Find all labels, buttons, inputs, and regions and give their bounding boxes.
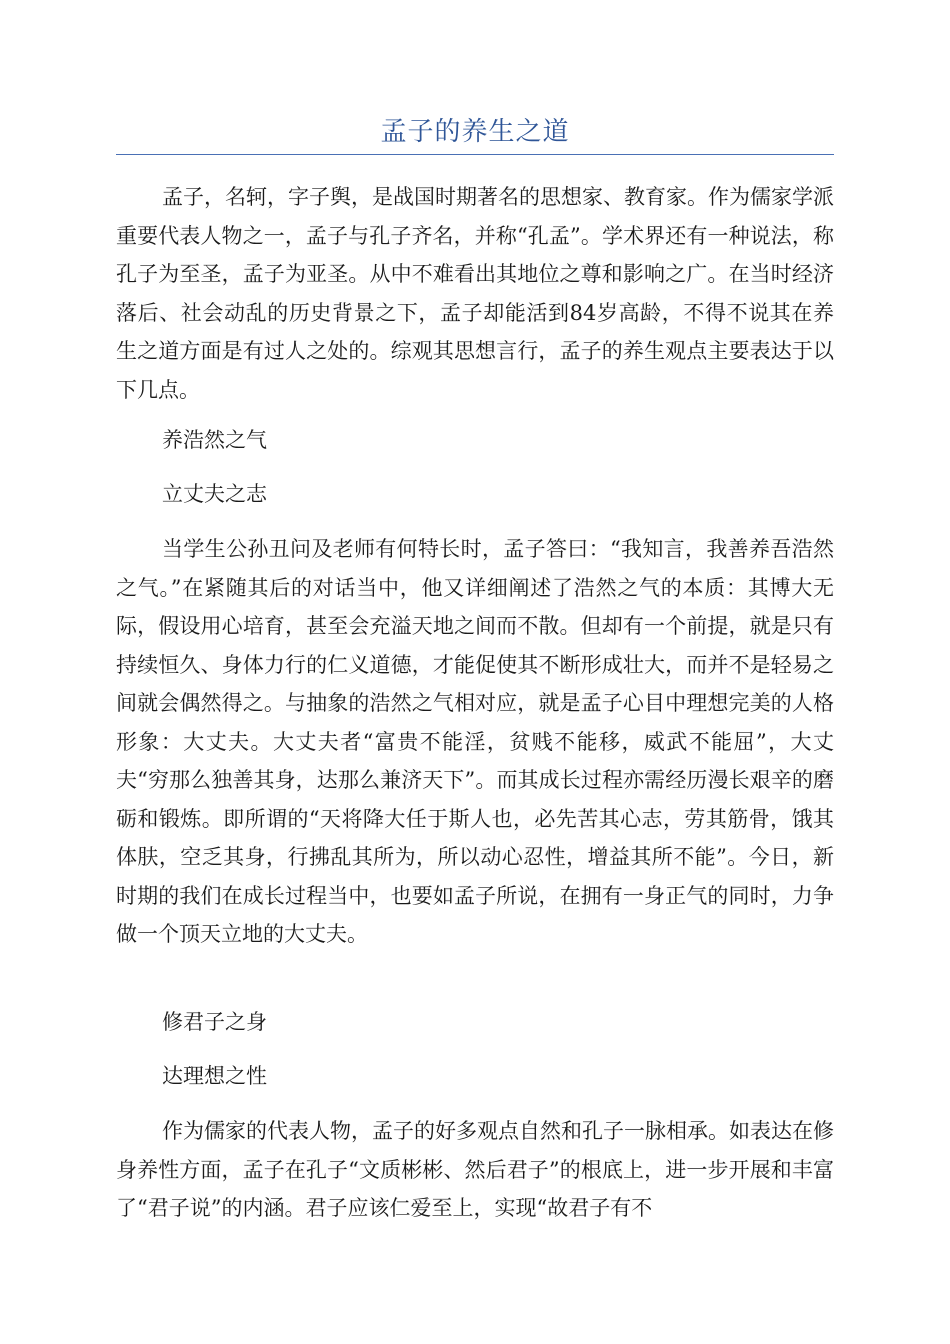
paragraph-haoran: 当学生公孙丑问及老师有何特长时，孟子答曰：“我知言，我善养吾浩然之气。”在紧随其后的对话当中，他又详细阐述了浩然之气的本质：其博大无际，假设用心培育，甚至会充溢天地之间而不散。但却有一个前提，就是只有持续恒久、身体力行的仁义道德，才能促使其不断形成壮大，而并不是轻易之间就会偶然得之。与抽象的浩然之气相对应，就是孟子心目中理想完美的人格形象：大丈夫。大丈夫者“富贵不能淫，贫贱不能移，威武不能屈”，大丈夫“穷那么独善其身，达那么兼济天下”。而其成长过程亦需经历漫长艰辛的磨砺和锻炼。即所谓的“天将降大任于斯人也，必先苦其心志，劳其筋骨，饿其体肤，空乏其身，行拂乱其所为，所以动心忍性，增益其所不能”。今日，新时期的我们在成长过程当中，也要如孟子所说，在拥有一身正气的同时，力争做一个顶天立地的大丈夫。 — [116, 537, 834, 946]
title-underline — [116, 154, 834, 155]
paragraph-junzi: 作为儒家的代表人物，孟子的好多观点自然和孔子一脉相承。如表达在修身养性方面，孟子在孔子“文质彬彬、然后君子”的根底上，进一步开展和丰富了“君子说”的内涵。君子应该仁爱至上，实现“故君子有不 — [116, 1119, 834, 1220]
document-title: 孟子的养生之道 — [380, 117, 570, 147]
section-heading-1: 养浩然之气 — [162, 428, 267, 452]
paragraph-intro: 孟子，名轲，字子舆，是战国时期著名的思想家、教育家。作为儒家学派重要代表人物之一，孟子与孔子齐名，并称“孔孟”。学术界还有一种说法，称孔子为至圣，孟子为亚圣。从中不难看出其地位之尊和影响之广。在当时经济落后、社会动乱的历史背景之下，孟子却能活到84岁高龄，不得不说其在养生之道方面是有过人之处的。综观其思想言行，孟子的养生观点主要表达于以下几点。 — [116, 185, 834, 402]
section-heading-3: 修君子之身 — [162, 1010, 267, 1034]
section-heading-2: 立丈夫之志 — [162, 482, 267, 506]
section-heading-4: 达理想之性 — [162, 1064, 267, 1088]
